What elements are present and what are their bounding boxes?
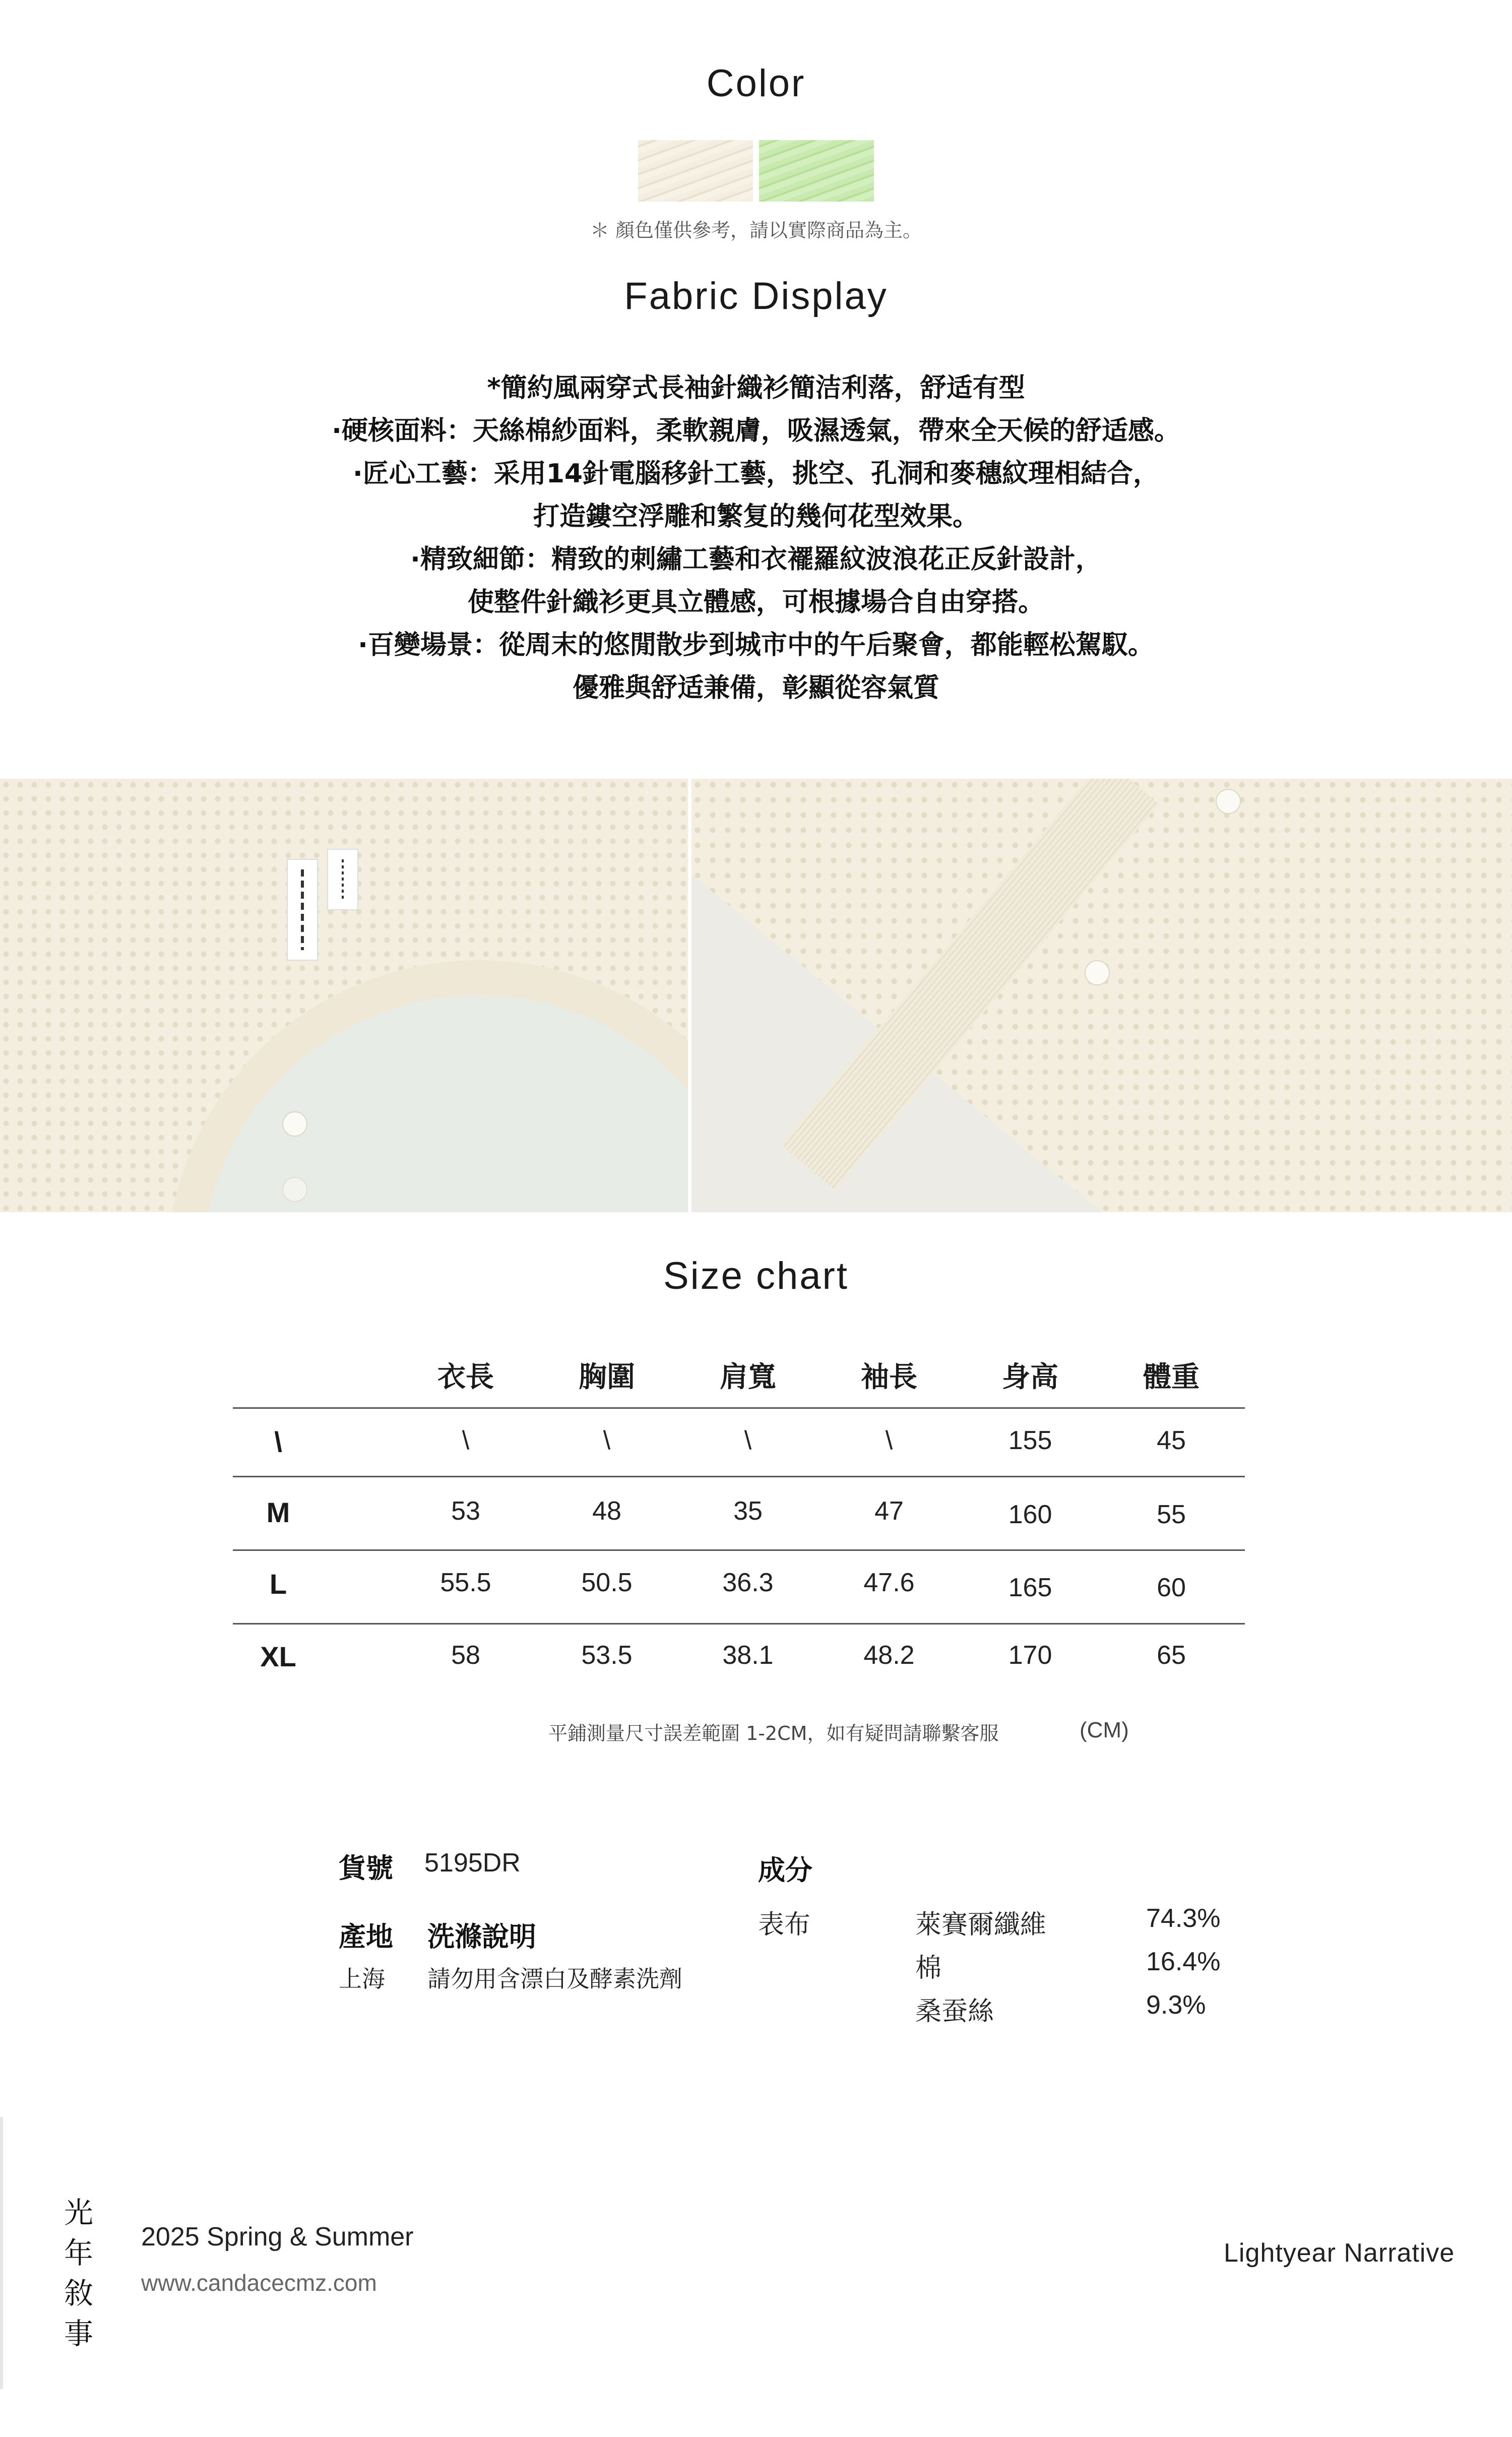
wash-value: 請勿用含漂白及酵素洗劑 (427, 1965, 682, 1992)
cream-swatch[interactable] (638, 140, 753, 202)
brand-english-name: Lightyear Narrative (1224, 2238, 1455, 2268)
header-shoulder: 肩寬 (720, 1361, 776, 1394)
table-divider (233, 1623, 1245, 1624)
table-cell: 50.5 (581, 1568, 633, 1597)
table-cell: 165 (1008, 1573, 1052, 1602)
brand-vertical-name (58, 2193, 99, 2354)
fabric-line: *簡約風兩穿式長袖針織衫簡洁利落，舒适有型 (487, 373, 1025, 403)
care-label-icon (272, 839, 373, 970)
fabric-line: ·硬核面料：天絲棉紗面料，柔軟親膚，吸濕透氣，帶來全天候的舒适感。 (332, 416, 1180, 446)
table-cell: 48 (592, 1496, 621, 1526)
fabric-line: 打造鏤空浮雕和繁复的幾何花型效果。 (533, 502, 979, 532)
table-cell: 35 (733, 1496, 763, 1526)
fabric-line: 優雅與舒适兼備，彰顯從容氣質 (572, 673, 939, 703)
size-label: M (266, 1496, 290, 1528)
table-cell: 38.1 (722, 1641, 774, 1670)
header-length: 衣長 (437, 1361, 494, 1394)
season-text: 2025 Spring & Summer (141, 2222, 414, 2252)
table-divider (233, 1407, 1245, 1409)
wash-label: 洗滌說明 (427, 1921, 536, 1953)
sku-value: 5195DR (424, 1848, 521, 1878)
button-detail (282, 1177, 307, 1202)
material-percent: 16.4% (1146, 1947, 1221, 1976)
sku-label: 貨號 (339, 1852, 393, 1884)
size-chart-unit: (CM) (1080, 1718, 1129, 1742)
origin-value: 上海 (339, 1965, 385, 1992)
table-cell: 55.5 (440, 1568, 491, 1597)
table-divider (233, 1549, 1245, 1551)
table-cell: 36.3 (722, 1568, 774, 1597)
table-cell: 160 (1008, 1500, 1052, 1529)
fabric-line: 使整件針織衫更具立體感，可根據場合自由穿搭。 (467, 587, 1044, 617)
header-weight: 體重 (1143, 1361, 1200, 1394)
brand-char: 敘 (64, 2276, 93, 2310)
button-detail (1085, 960, 1110, 985)
table-cell: 58 (451, 1641, 480, 1670)
table-cell: \ (603, 1426, 611, 1455)
table-cell: 55 (1157, 1500, 1186, 1529)
table-cell: \ (462, 1426, 470, 1455)
fabric-photo-placket (691, 779, 1512, 1212)
fabric-part: 表布 (758, 1910, 811, 1940)
button-detail (282, 1111, 307, 1137)
collar-detail (166, 960, 688, 1212)
fabric-photo-collar (0, 779, 688, 1212)
header-height: 身高 (1002, 1361, 1058, 1394)
table-cell: 47 (874, 1496, 904, 1526)
green-swatch[interactable] (759, 140, 874, 202)
table-cell: 48.2 (863, 1641, 915, 1670)
size-label: \ (274, 1426, 282, 1458)
size-label: XL (260, 1641, 296, 1672)
fabric-line: ·匠心工藝：采用14針電腦移針工藝，挑空、孔洞和麥穗紋理相結合， (352, 459, 1160, 489)
table-cell: 65 (1157, 1641, 1186, 1670)
size-chart-note: 平鋪測量尺寸誤差範圍 1-2CM，如有疑問請聯繫客服 (548, 1722, 999, 1744)
header-chest: 胸圍 (579, 1361, 635, 1394)
brand-char: 光 (64, 2196, 93, 2230)
composition-label: 成分 (758, 1854, 812, 1886)
website-link[interactable]: www.candacecmz.com (141, 2270, 377, 2296)
origin-label: 產地 (339, 1921, 393, 1953)
table-cell: 155 (1008, 1426, 1052, 1455)
table-cell: 53.5 (581, 1641, 633, 1670)
table-cell: 60 (1157, 1573, 1186, 1602)
fabric-title: Fabric Display (624, 275, 888, 318)
material-percent: 9.3% (1146, 1990, 1206, 2020)
table-cell: \ (744, 1426, 752, 1455)
footer-divider (0, 2117, 3, 2389)
fabric-description (0, 367, 1512, 710)
size-label: L (269, 1568, 287, 1600)
table-cell: 47.6 (863, 1568, 915, 1597)
color-title: Color (706, 62, 806, 105)
material-name: 棉 (915, 1953, 942, 1983)
color-note: ＊ 顏色僅供參考，請以實際商品為主。 (590, 219, 922, 241)
table-cell: 45 (1157, 1426, 1186, 1455)
table-cell: 53 (451, 1496, 480, 1526)
material-percent: 74.3% (1146, 1904, 1221, 1933)
table-divider (233, 1476, 1245, 1477)
fabric-line: ·百變場景：從周末的悠閒散步到城市中的午后聚會，都能輕松駕馭。 (358, 630, 1154, 660)
material-name: 萊賽爾纖維 (915, 1910, 1047, 1940)
size-chart-title: Size chart (663, 1255, 849, 1297)
fabric-line: ·精致細節：精致的刺繡工藝和衣襬羅紋波浪花正反針設計， (410, 544, 1102, 575)
table-cell: \ (885, 1426, 893, 1455)
material-name: 桑蚕絲 (915, 1996, 994, 2027)
brand-char: 年 (64, 2236, 93, 2270)
header-sleeve: 袖長 (861, 1361, 917, 1394)
brand-char: 事 (64, 2317, 93, 2351)
button-detail (1216, 789, 1241, 814)
table-cell: 170 (1008, 1641, 1052, 1670)
